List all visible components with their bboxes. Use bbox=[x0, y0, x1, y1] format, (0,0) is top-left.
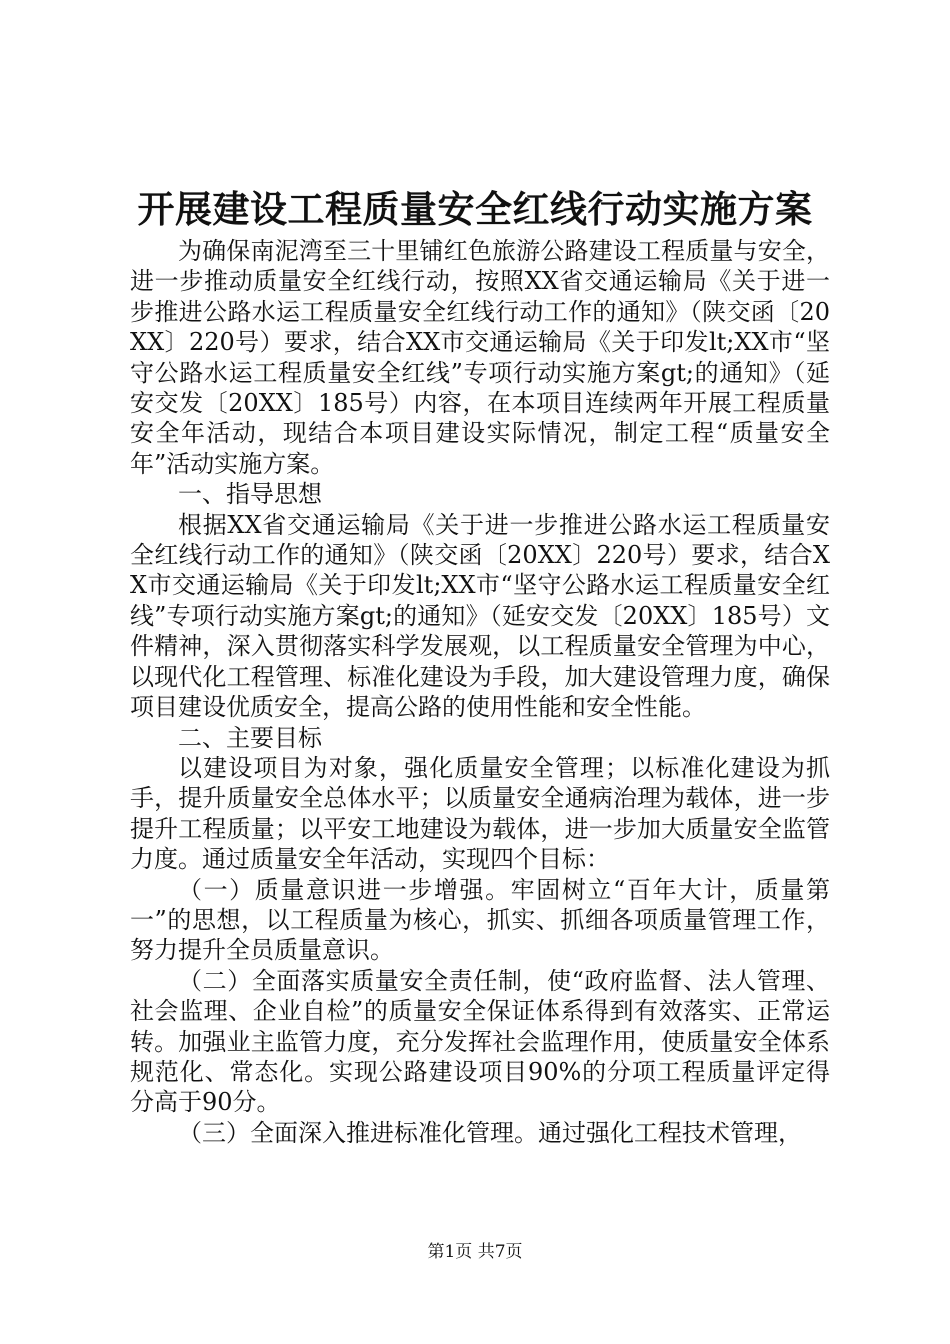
paragraph-guiding-ideology: 根据XX省交通运输局《关于进一步推进公路水运工程质量安全红线行动工作的通知》（陕交函〔20XX〕220号）要求，结合XX市交通运输局《关于印发lt;XX市“坚守公路水运工程质量安全红线”专项行动实施方案gt;的通知》（延安交发〔20XX〕185号）文件精神，深入贯彻落实科学发展观，以工程质量安全管理为中心，以现代化工程管理、标准化建设为手段，加大建设管理力度，确保项目建设优质安全，提高公路的使用性能和安全性能。 bbox=[130, 510, 830, 722]
document-title: 开展建设工程质量安全红线行动实施方案 bbox=[137, 187, 813, 231]
section-heading-guiding-ideology: 一、指导思想 bbox=[178, 480, 322, 509]
page-footer: 第1页 共7页 bbox=[427, 1242, 523, 1262]
paragraph-goal-2: （二）全面落实质量安全责任制，使“政府监督、法人管理、社会监理、企业自检”的质量安全保证体系得到有效落实、正常运转。加强业主监管力度，充分发挥社会监理作用，使质量安全体系规范化、常态化。实现公路建设项目90%的分项工程质量评定得分高于90分。 bbox=[130, 966, 830, 1117]
paragraph-goal-3: （三）全面深入推进标准化管理。通过强化工程技术管理， bbox=[178, 1118, 802, 1147]
section-heading-main-goals: 二、主要目标 bbox=[178, 723, 322, 752]
paragraph-main-goals: 以建设项目为对象，强化质量安全管理；以标准化建设为抓手，提升质量安全总体水平；以质量安全通病治理为载体，进一步提升工程质量；以平安工地建设为载体，进一步加大质量安全监管力度。通过质量安全年活动，实现四个目标： bbox=[130, 753, 830, 874]
document-body bbox=[130, 236, 830, 1148]
paragraph-goal-1: （一）质量意识进一步增强。牢固树立“百年大计，质量第一”的思想，以工程质量为核心，抓实、抓细各项质量管理工作，努力提升全员质量意识。 bbox=[130, 875, 830, 965]
paragraph-intro: 为确保南泥湾至三十里铺红色旅游公路建设工程质量与安全，进一步推动质量安全红线行动，按照XX省交通运输局《关于进一步推进公路水运工程质量安全红线行动工作的通知》（陕交函〔20XX〕220号）要求，结合XX市交通运输局《关于印发lt;XX市“坚守公路水运工程质量安全红线”专项行动实施方案gt;的通知》（延安交发〔20XX〕185号）内容，在本项目连续两年开展工程质量安全年活动，现结合本项目建设实际情况，制定工程“质量安全年”活动实施方案。 bbox=[130, 237, 830, 478]
